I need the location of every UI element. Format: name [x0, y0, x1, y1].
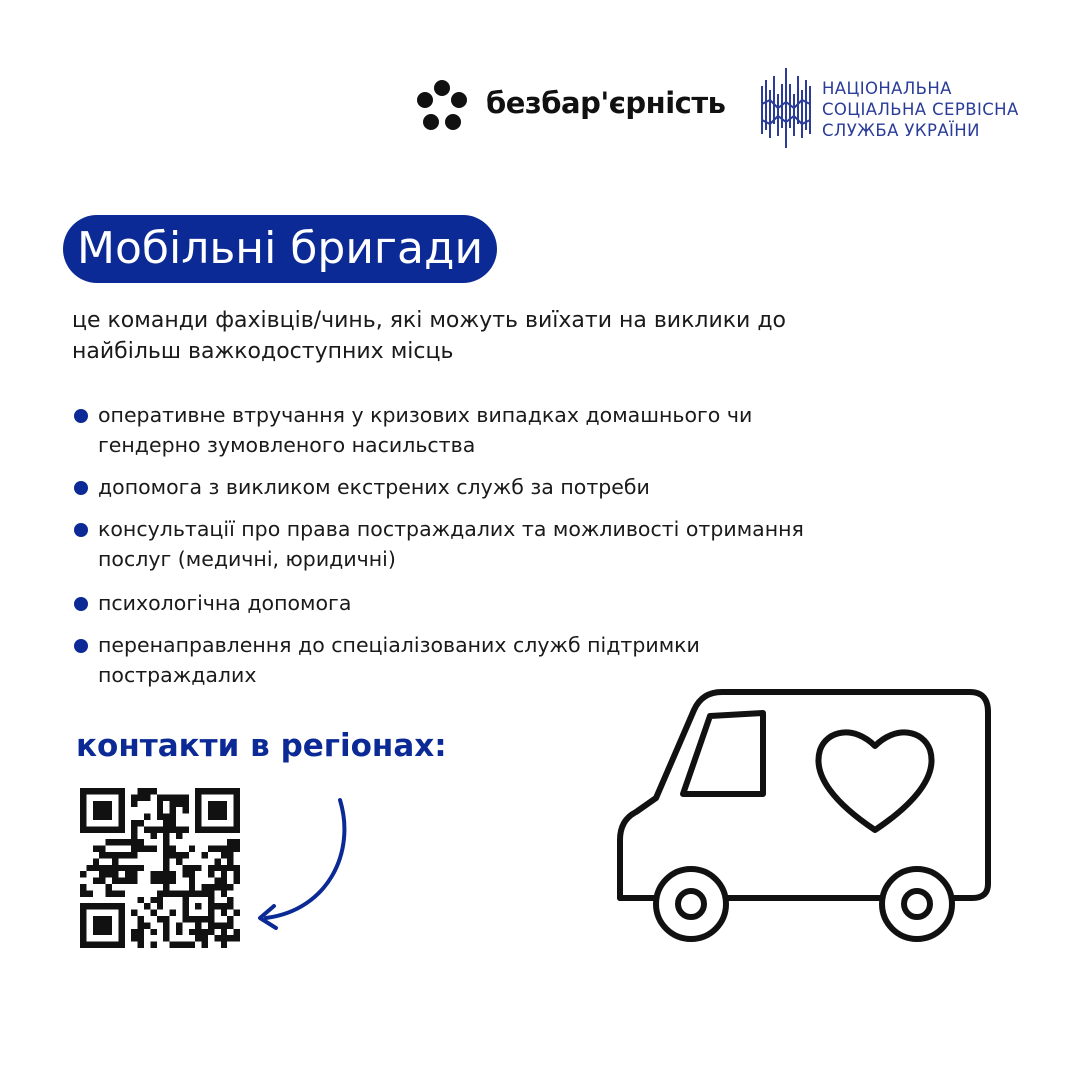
qr-module: [170, 942, 176, 948]
qr-module: [170, 801, 176, 807]
services-list: [72, 400, 852, 690]
qr-module: [176, 929, 182, 935]
qr-module: [208, 801, 227, 820]
qr-module: [182, 794, 188, 800]
qr-module: [144, 788, 150, 794]
qr-module: [150, 788, 156, 794]
qr-module: [202, 942, 208, 948]
qr-module: [157, 890, 163, 896]
qr-module: [163, 846, 169, 852]
qr-module: [131, 794, 137, 800]
qr-module: [202, 929, 208, 935]
bullet-dot-icon: [74, 523, 88, 537]
qr-module: [157, 801, 163, 807]
qr-module: [157, 878, 163, 884]
qr-module: [170, 852, 176, 858]
qr-module: [150, 878, 156, 884]
qr-module: [214, 903, 220, 909]
qr-module: [118, 852, 124, 858]
qr-module: [150, 846, 156, 852]
qr-module: [125, 865, 131, 871]
qr-module: [150, 871, 156, 877]
list-item: [72, 400, 852, 460]
qr-module: [131, 826, 137, 832]
qr-module: [163, 922, 169, 928]
qr-module: [221, 890, 227, 896]
qr-module: [176, 922, 182, 928]
bezbariernist-logo-text: безбар'єрність: [486, 86, 726, 120]
curved-arrow-icon: [248, 792, 358, 942]
qr-module: [221, 929, 227, 935]
nsss-org-line: СОЦІАЛЬНА СЕРВІСНА: [822, 100, 1019, 119]
qr-module: [157, 897, 163, 903]
qr-module: [131, 801, 137, 807]
qr-module: [138, 839, 144, 845]
qr-module: [80, 871, 86, 877]
qr-module: [106, 839, 112, 845]
qr-module: [234, 839, 240, 845]
qr-module: [182, 807, 188, 813]
qr-module: [157, 794, 163, 800]
qr-module: [227, 852, 233, 858]
qr-module: [131, 865, 137, 871]
bullet-dot-icon: [74, 597, 88, 611]
qr-module: [221, 852, 227, 858]
bullet-dot-icon: [74, 409, 88, 423]
qr-module: [150, 897, 156, 903]
qr-module: [125, 852, 131, 858]
qr-module: [163, 833, 169, 839]
nsss-emblem-icon: [756, 64, 816, 150]
qr-module: [157, 903, 163, 909]
qr-module: [182, 826, 188, 832]
qr-module: [138, 916, 144, 922]
qr-module: [86, 890, 92, 896]
list-item-text: оперативне втручання у кризових випадках домашнього чи гендерно зумовленого насильства: [98, 403, 753, 457]
qr-module: [176, 890, 182, 896]
qr-module: [99, 871, 105, 877]
qr-module: [93, 865, 99, 871]
qr-module: [131, 820, 137, 826]
qr-module: [234, 878, 240, 884]
qr-module: [93, 858, 99, 864]
qr-module: [163, 929, 169, 935]
qr-module: [163, 935, 169, 941]
qr-module: [202, 935, 208, 941]
qr-module: [163, 878, 169, 884]
qr-module: [138, 846, 144, 852]
qr-module: [131, 871, 137, 877]
qr-module: [144, 846, 150, 852]
qr-module: [150, 942, 156, 948]
qr-module: [227, 865, 233, 871]
qr-module: [176, 801, 182, 807]
qr-module: [176, 833, 182, 839]
qr-module: [234, 846, 240, 852]
qr-module: [163, 858, 169, 864]
qr-module: [195, 935, 201, 941]
qr-module: [118, 878, 124, 884]
qr-module: [157, 871, 163, 877]
qr-module: [195, 903, 201, 909]
qr-module: [176, 794, 182, 800]
qr-module: [221, 871, 227, 877]
nsss-org-line: НАЦІОНАЛЬНА: [822, 79, 952, 98]
qr-module: [99, 852, 105, 858]
qr-module: [80, 890, 86, 896]
qr-module: [195, 865, 201, 871]
qr-module: [106, 884, 112, 890]
list-item-text: допомога з викликом екстрених служб за потреби: [98, 475, 650, 499]
qr-module: [112, 858, 118, 864]
qr-module: [86, 865, 92, 871]
contacts-heading: контакти в регіонах:: [76, 728, 447, 764]
qr-module: [144, 922, 150, 928]
qr-module: [163, 814, 169, 820]
bullet-dot-icon: [74, 481, 88, 495]
qr-module: [138, 929, 144, 935]
qr-module: [99, 878, 105, 884]
qr-module: [157, 814, 163, 820]
qr-module: [227, 846, 233, 852]
qr-module: [112, 878, 118, 884]
qr-module: [138, 935, 144, 941]
qr-module: [208, 846, 214, 852]
qr-module: [214, 858, 220, 864]
qr-module: [106, 852, 112, 858]
nsss-org-name: [822, 78, 1019, 141]
qr-module: [170, 910, 176, 916]
qr-module: [234, 929, 240, 935]
qr-module: [157, 807, 163, 813]
qr-module: [214, 865, 220, 871]
qr-module: [150, 826, 156, 832]
intro-text: це команди фахівців/чинь, які можуть виїхати на виклики до найбільш важкодоступних місць: [72, 308, 787, 364]
qr-module: [182, 801, 188, 807]
qr-module: [189, 865, 195, 871]
qr-module: [195, 929, 201, 935]
qr-module: [163, 852, 169, 858]
qr-module: [170, 794, 176, 800]
qr-module: [170, 807, 176, 813]
list-item: [72, 588, 852, 618]
qr-module: [202, 852, 208, 858]
qr-module: [144, 903, 150, 909]
qr-module: [106, 865, 112, 871]
qr-module: [221, 903, 227, 909]
qr-module: [214, 884, 220, 890]
qr-module: [221, 884, 227, 890]
qr-module: [208, 884, 214, 890]
qr-module: [131, 878, 137, 884]
qr-module: [170, 826, 176, 832]
qr-module: [176, 826, 182, 832]
qr-module: [182, 942, 188, 948]
qr-module: [138, 922, 144, 928]
qr-module: [227, 897, 233, 903]
bullet-dot-icon: [74, 639, 88, 653]
qr-module: [163, 826, 169, 832]
qr-module: [112, 890, 118, 896]
page-title: Мобільні бригади: [63, 215, 497, 283]
qr-module: [227, 935, 233, 941]
qr-module: [189, 878, 195, 884]
list-item-text: консультації про права постраждалих та можливості отримання послуг (медичні, юридичні): [98, 517, 804, 571]
qr-module: [221, 865, 227, 871]
qr-module: [93, 916, 112, 935]
qr-module: [176, 942, 182, 948]
qr-module: [112, 865, 118, 871]
qr-module: [131, 839, 137, 845]
qr-module: [182, 865, 188, 871]
qr-module: [214, 922, 220, 928]
qr-module: [112, 839, 118, 845]
qr-module: [227, 922, 233, 928]
qr-module: [125, 871, 131, 877]
qr-module: [221, 942, 227, 948]
qr-module: [163, 839, 169, 845]
qr-module: [170, 871, 176, 877]
qr-module: [138, 788, 144, 794]
qr-module: [170, 890, 176, 896]
qr-module: [163, 865, 169, 871]
qr-module: [131, 929, 137, 935]
qr-module: [208, 922, 214, 928]
qr-module: [118, 865, 124, 871]
qr-module: [138, 865, 144, 871]
list-item: [72, 472, 852, 502]
qr-module: [189, 929, 195, 935]
qr-module: [99, 865, 105, 871]
qr-module: [170, 878, 176, 884]
qr-module: [144, 826, 150, 832]
qr-module: [227, 839, 233, 845]
qr-module: [221, 922, 227, 928]
qr-module: [138, 820, 144, 826]
qr-module: [144, 814, 150, 820]
qr-module: [170, 846, 176, 852]
qr-module: [163, 794, 169, 800]
qr-code-icon[interactable]: [80, 788, 240, 948]
qr-module: [106, 871, 112, 877]
qr-module: [176, 858, 182, 864]
qr-module: [170, 820, 176, 826]
qr-module: [118, 839, 124, 845]
list-item-text: психологічна допомога: [98, 591, 352, 615]
qr-module: [214, 878, 220, 884]
qr-module: [93, 801, 112, 820]
qr-module: [131, 846, 137, 852]
bezbariernist-logo-icon: [414, 78, 470, 136]
qr-module: [214, 935, 220, 941]
qr-module: [202, 884, 208, 890]
qr-module: [208, 871, 214, 877]
list-item: [72, 514, 852, 574]
qr-module: [99, 846, 105, 852]
nsss-org-line: СЛУЖБА УКРАЇНИ: [822, 121, 980, 140]
qr-module: [234, 935, 240, 941]
qr-module: [157, 916, 163, 922]
qr-module: [208, 929, 214, 935]
qr-module: [157, 826, 163, 832]
qr-module: [80, 884, 86, 890]
qr-module: [125, 839, 131, 845]
qr-module: [150, 929, 156, 935]
qr-module: [112, 871, 118, 877]
qr-module: [234, 910, 240, 916]
qr-module: [138, 897, 144, 903]
qr-module: [227, 903, 233, 909]
qr-module: [234, 865, 240, 871]
qr-module: [163, 820, 169, 826]
qr-module: [163, 884, 169, 890]
qr-module: [93, 846, 99, 852]
qr-module: [131, 852, 137, 858]
qr-module: [208, 865, 214, 871]
qr-module: [131, 935, 137, 941]
qr-module: [189, 884, 195, 890]
qr-module: [189, 871, 195, 877]
qr-module: [227, 858, 233, 864]
qr-module: [106, 890, 112, 896]
qr-module: [150, 833, 156, 839]
van-heart-icon: [600, 680, 1000, 960]
list-item-text: перенаправлення до спеціалізованих служб підтримки постраждалих: [98, 633, 700, 687]
qr-module: [227, 884, 233, 890]
qr-module: [118, 890, 124, 896]
qr-module: [195, 922, 201, 928]
qr-module: [144, 794, 150, 800]
qr-module: [125, 878, 131, 884]
qr-module: [131, 833, 137, 839]
qr-module: [138, 942, 144, 948]
qr-module: [227, 916, 233, 922]
qr-module: [234, 871, 240, 877]
qr-module: [221, 878, 227, 884]
qr-module: [163, 871, 169, 877]
qr-module: [176, 852, 182, 858]
qr-module: [163, 916, 169, 922]
qr-module: [182, 852, 188, 858]
qr-module: [170, 814, 176, 820]
qr-module: [138, 794, 144, 800]
qr-module: [93, 878, 99, 884]
qr-module: [221, 935, 227, 941]
qr-module: [150, 910, 156, 916]
qr-module: [214, 846, 220, 852]
qr-module: [163, 890, 169, 896]
qr-module: [221, 910, 227, 916]
qr-module: [189, 942, 195, 948]
qr-module: [189, 846, 195, 852]
qr-module: [221, 846, 227, 852]
qr-module: [182, 871, 188, 877]
qr-module: [131, 910, 137, 916]
qr-module: [112, 852, 118, 858]
